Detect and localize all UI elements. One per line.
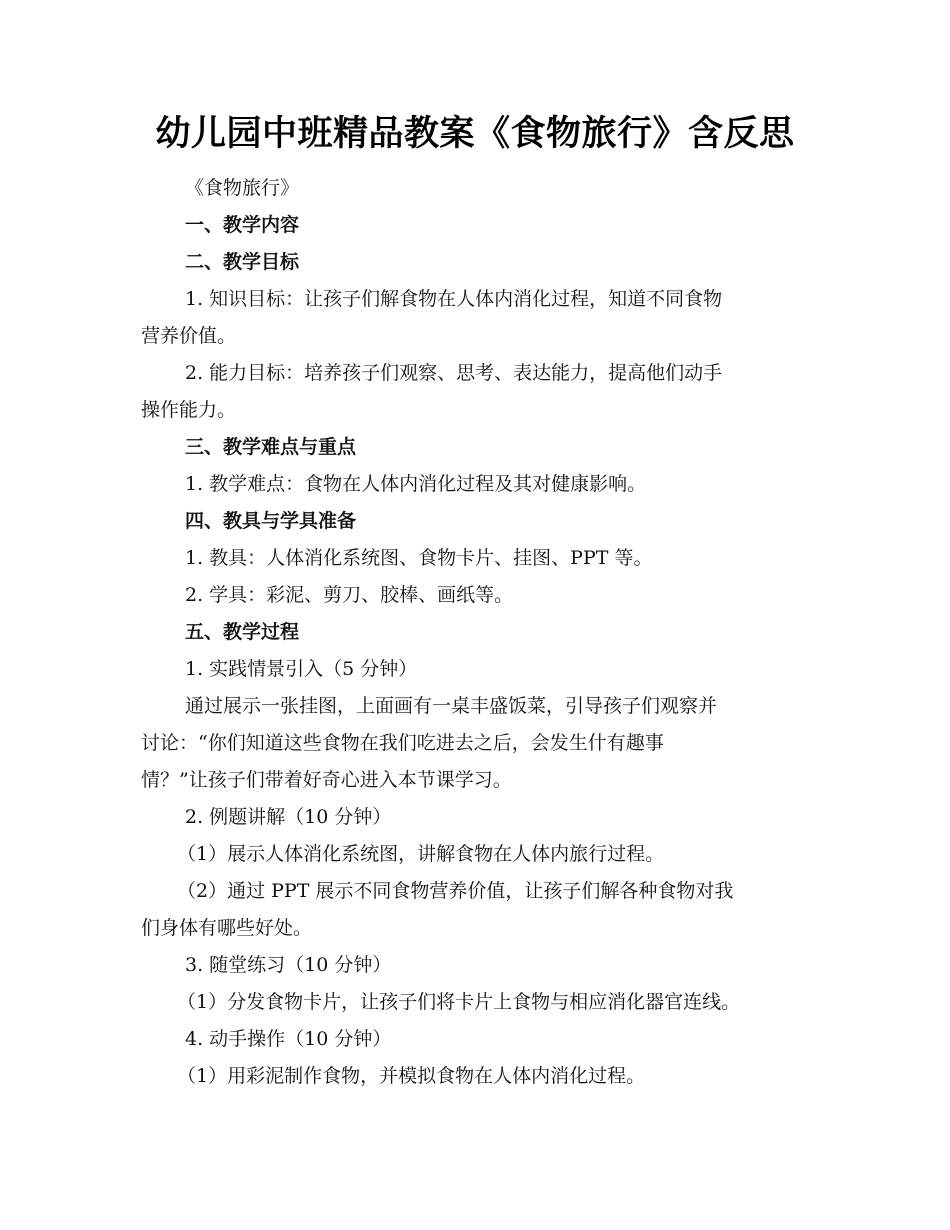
paragraph-line: （2）通过 PPT 展示不同食物营养价值，让孩子们解各种食物对我 [177,880,734,902]
paragraph-line: 们身体有哪些好处。 [141,917,313,939]
paragraph-line: 1. 知识目标：让孩子们解食物在人体内消化过程，知道不同食物 [185,288,723,310]
subtitle: 《食物旅行》 [185,177,300,199]
paragraph-line: 1. 教学难点：食物在人体内消化过程及其对健康影响。 [185,473,647,495]
paragraph-line: 情？”让孩子们带着好奇心进入本节课学习。 [141,769,512,791]
paragraph-line: 2. 学具：彩泥、剪刀、胶棒、画纸等。 [185,584,514,606]
paragraph-line: 2. 能力目标：培养孩子们观察、思考、表达能力，提高他们动手 [185,362,723,384]
paragraph-line: （1）分发食物卡片，让孩子们将卡片上食物与相应消化器官连线。 [177,991,741,1013]
paragraph-line: 通过展示一张挂图，上面画有一桌丰盛饭菜，引导孩子们观察并 [185,695,718,717]
paragraph-line: 1. 实践情景引入（5 分钟） [185,658,418,680]
paragraph-line: 4. 动手操作（10 分钟） [185,1028,392,1050]
paragraph-line: （1）展示人体消化系统图，讲解食物在人体内旅行过程。 [177,843,665,865]
document-title: 幼儿园中班精品教案《食物旅行》含反思 [155,114,795,154]
paragraph-line: 操作能力。 [141,399,237,421]
paragraph-line: 2. 例题讲解（10 分钟） [185,806,392,828]
section-heading-process: 五、教学过程 [185,621,300,643]
section-heading-difficulties: 三、教学难点与重点 [185,436,357,458]
section-heading-content: 一、教学内容 [185,214,300,236]
paragraph-line: 3. 随堂练习（10 分钟） [185,954,392,976]
paragraph-line: 营养价值。 [141,325,237,347]
section-heading-materials: 四、教具与学具准备 [185,510,357,532]
paragraph-line: 1. 教具：人体消化系统图、食物卡片、挂图、PPT 等。 [185,547,653,569]
section-heading-goals: 二、教学目标 [185,251,300,273]
paragraph-line: 讨论：“你们知道这些食物在我们吃进去之后，会发生什有趣事 [141,732,664,754]
paragraph-line: （1）用彩泥制作食物，并模拟食物在人体内消化过程。 [177,1065,646,1087]
document-body [141,170,831,1095]
